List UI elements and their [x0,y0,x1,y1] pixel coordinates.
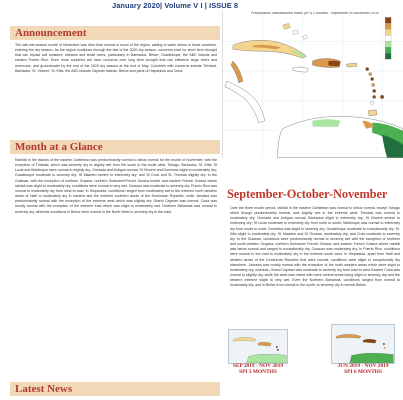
caribbean-map-svg [223,11,403,158]
spi-3-month-label-1: SEP 2019 - NOV 2019 [232,363,284,369]
latest-news-heading: Latest News [10,382,220,396]
announcement-body: The late wet season month of November was drier than normal in much of the region, adding to water stress in those countries, entering the dry season. As the region continues through the last of the 2020 dry season, concerns exist for short term drought that can impact soil moisture, streams and small rivers, particularly in Barbados, Belize, Guadeloupe, the ABC Islands and eastern Puerto Rico. Even more countries will have concerns over long term drought that can influence large rivers and reservoirs, and groundwater by the end of the 2020 dry season at the end of May. Countries with concerns include Trinidad, Barbados, St. Vincent, St. Kitts, the ABC Islands Cayman Islands, Belize and parts of Hispaniola and Cuba. [15,43,217,73]
map-title: Precipitation Standardized Index (SPI) 3 months - September to November 2019 [250,12,380,15]
spi-6-month-thumbnail [331,324,395,364]
announcement-heading: Announcement [10,26,220,40]
thumbnail-map-svg [332,325,394,363]
spi-6-month-label-2: SPI 6 MONTHS [344,369,382,375]
month-at-glance-body: Rainfall in the islands of the eastern Caribbean was predominantly normal to below normal for the month of November, with the exception of Trinidad, which was severely dry to slightly wet from the south to the south west. Tobago, Barbados, St. Kitts, St Lucia and Martinique were normal to slightly dry; Grenada and Antigua normal; St Vincent and Dominica slight to moderately dry; Guadeloupe moderate to severely dry; St Maarten severe to extremely dry; and St Croix and St. Thomas slightly dry. In the Guianas, with the exception of northern Guyana, northern Suriname/French Guiana border and eastern French Guiana where rainfall was slight to moderately dry, conditions were normal to very wet. Curacao was moderate to severely dry. Puerto Rico was normal to moderately dry from west to east. In Hispaniola, conditions ranged from moderately wet in the extreme north western areas of Haiti to moderately dry in eastern and the extreme southern areas of the Dominican Republic, while Jamaica was predominantly normal with the exception of the extreme west which was slightly dry. Grand Cayman was normal. Cuba was mostly normal with the exception of the extreme east which was slight to moderately wet. Northern Bahamas was normal to severely dry, whereas conditions in Belize were normal in the North West to severely dry in the east. [15,158,217,214]
month-at-glance-heading: Month at a Glance [10,140,220,154]
season-heading: September-October-November [227,187,388,201]
spi-3-month-thumbnail [228,329,288,364]
thumbnail-map-svg [229,330,287,363]
spi-6-month-label-1: JUN 2019 - NOV 2019 [337,363,389,369]
season-body: Over the three month period, rainfall in the eastern Caribbean was normal to below normal, except Tobago which though predominantly normal, was slightly wet in the extreme west. Trinidad was normal to moderately dry; Grenada and Antigua normal; Barbados slight to extremely dry; St Vincent severe to extremely dry; St Lucia moderate to extremely dry from north to south; Martinique was normal to extremely dry from south to north; Dominica was slight to severely dry; Guadeloupe moderate to exceptionally dry; St. Kitts slight to moderately dry; St. Maarten and St Thomas, moderately dry; and Croix moderate to severely dry. In the Guianas, conditions were predominantly normal to severely wet with the exception of northern and south-western Guyana, northern Suriname/ French Guiana, and eastern French Guiana where rainfall was below normal and ranged to exceptionally dry. Curacao was moderately dry. In Puerto Rico, conditions were normal in the east to moderately dry in the extreme south west. In Hispaniola, apart from Haiti and western areas of the Dominican Republic that were normal, conditions were slight to exceptionally dry elsewhere. Jamaica was mostly normal with the exception of the north western areas which were slight to moderately dry, whereas, Grand Cayman was moderate to severely dry from east to west Eastern Cuba was normal to slightly dry, while the west was mixed with more central areas being slight to severely dry and the western extreme slight to very wet. Even the Northern Bahamas, conditions ranged from normal to moderately dry, and in Belize from normal in the south, to severely dry in central Belize. [230,206,400,288]
issue-line: January 2020| Volume V I | ISSUE 8 [112,1,239,10]
spi-3-month-label-2: SPI 3 MONTHS [239,369,277,375]
spi-map-main [222,11,403,158]
